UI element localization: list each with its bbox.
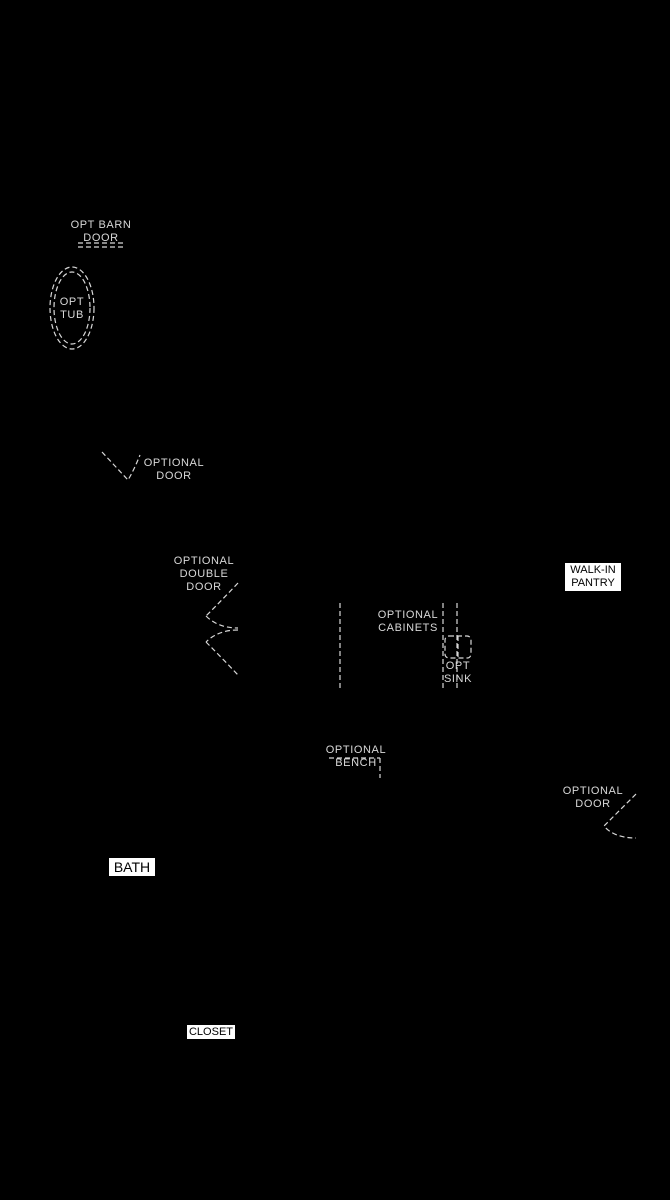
bath-label (109, 858, 155, 876)
opt-sink-line2: SINK (443, 673, 473, 685)
opt-barn-door-label (66, 219, 136, 245)
optional-door-right-label (558, 785, 628, 811)
double-door-arc-bottom (206, 630, 238, 642)
optional-double-door-line2: DOUBLE (179, 568, 229, 580)
opt-tub-line2: TUB (60, 309, 84, 321)
walk-in-pantry-line1: WALK-IN (570, 564, 616, 576)
optional-door-swing-upper (102, 452, 140, 480)
walk-in-pantry-line2: PANTRY (571, 577, 615, 589)
opt-tub-line1: OPT (59, 296, 85, 308)
optional-door-upper-line1: OPTIONAL (143, 457, 205, 469)
opt-barn-door-line2: DOOR (83, 232, 119, 244)
double-door-arc-top (206, 616, 238, 628)
optional-bench-line2: BENCH (335, 757, 377, 769)
walk-in-pantry-label (565, 563, 621, 591)
opt-sink-line1: OPT (445, 660, 471, 672)
opt-tub-label (52, 296, 92, 322)
closet-text: CLOSET (188, 1026, 233, 1038)
optional-double-door-line3: DOOR (186, 581, 222, 593)
optional-door-upper-label (141, 457, 207, 483)
optional-cabinets-line1: OPTIONAL (377, 609, 439, 621)
double-door-swing-bottom (206, 642, 238, 675)
optional-door-right-line2: DOOR (575, 798, 611, 810)
optional-cabinets-line2: CABINETS (378, 622, 438, 634)
optional-double-door-line1: OPTIONAL (173, 555, 235, 567)
optional-bench-label (322, 744, 390, 770)
opt-barn-door-line1: OPT BARN (70, 219, 132, 231)
closet-label (187, 1025, 235, 1039)
bath-text: BATH (113, 859, 151, 875)
opt-sink-label (438, 660, 478, 686)
optional-bench-line1: OPTIONAL (325, 744, 387, 756)
optional-door-right-line1: OPTIONAL (562, 785, 624, 797)
optional-cabinets-label (374, 609, 442, 635)
optional-double-door-label (170, 555, 238, 594)
optional-door-upper-line2: DOOR (156, 470, 192, 482)
